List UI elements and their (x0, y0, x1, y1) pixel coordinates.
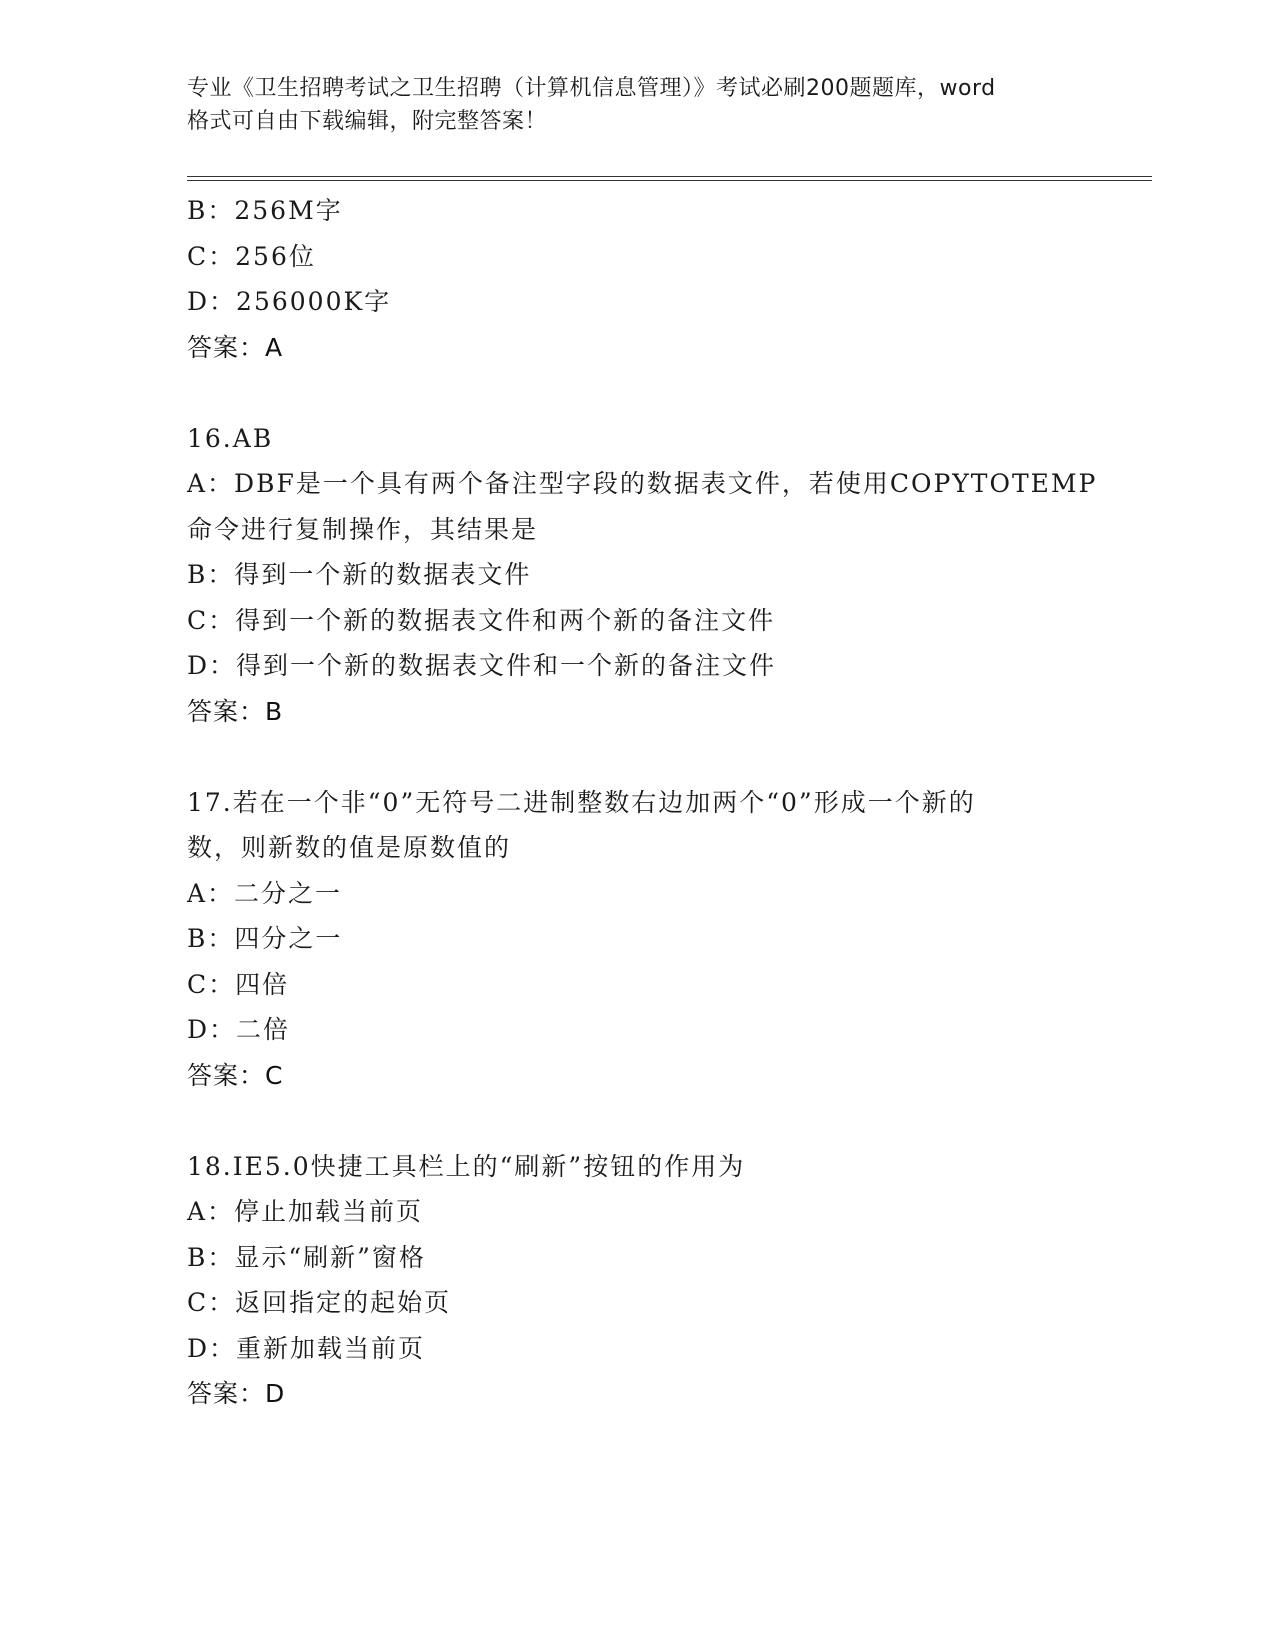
header-divider (187, 176, 1152, 181)
q15-option-b: B：256M字 (187, 196, 343, 225)
spacer (187, 1098, 1087, 1144)
q18-answer: 答案：D (187, 1379, 286, 1408)
q17-option-a: A：二分之一 (187, 878, 343, 908)
document-body (187, 188, 1098, 1417)
q17-answer: 答案：C (187, 1060, 284, 1090)
q16-answer: 答案：B (187, 696, 284, 726)
question-16-block (187, 416, 1098, 735)
q15-option-d: D：256000K字 (187, 287, 392, 316)
q18-option-b: B：显示“刷新”窗格 (187, 1242, 426, 1272)
q15-option-c: C：256位 (187, 241, 316, 271)
header-line-1: 专业《卫生招聘考试之卫生招聘（计算机信息管理）》考试必刷200题题库，word (187, 76, 996, 101)
q17-option-c: C：四倍 (187, 969, 290, 999)
q17-option-d: D：二倍 (187, 1015, 291, 1044)
q18-option-c: C：返回指定的起始页 (187, 1288, 452, 1317)
q18-option-a: A：停止加载当前页 (187, 1197, 424, 1226)
question-18-block (187, 1144, 1087, 1417)
q17-title-line-2: 数，则新数的值是原数值的 (187, 833, 512, 862)
q18-title: 18.IE5.0快捷工具栏上的“刷新”按钮的作用为 (187, 1151, 746, 1181)
header-line-2: 格式可自由下载编辑，附完整答案！ (187, 109, 548, 134)
q16-option-c: C：得到一个新的数据表文件和两个新的备注文件 (187, 605, 776, 635)
question-17-block (187, 780, 1087, 1099)
spacer (187, 370, 1087, 416)
q15-answer: 答案：A (187, 332, 284, 362)
q16-option-a-line-1: A：DBF是一个具有两个备注型字段的数据表文件，若使用COPYTOTEMP (187, 469, 1098, 498)
q18-option-d: D：重新加载当前页 (187, 1333, 426, 1363)
document-header (187, 72, 1087, 138)
q16-option-a-line-2: 命令进行复制操作，其结果是 (187, 514, 539, 544)
spacer (187, 734, 1087, 780)
q17-title-line-1: 17.若在一个非“0”无符号二进制整数右边加两个“0”形成一个新的 (187, 787, 976, 817)
question-15-block (187, 188, 1087, 370)
q16-option-b: B：得到一个新的数据表文件 (187, 560, 532, 589)
q17-option-b: B：四分之一 (187, 924, 343, 953)
q16-option-d: D：得到一个新的数据表文件和一个新的备注文件 (187, 651, 777, 680)
q16-title: 16.AB (187, 423, 274, 453)
